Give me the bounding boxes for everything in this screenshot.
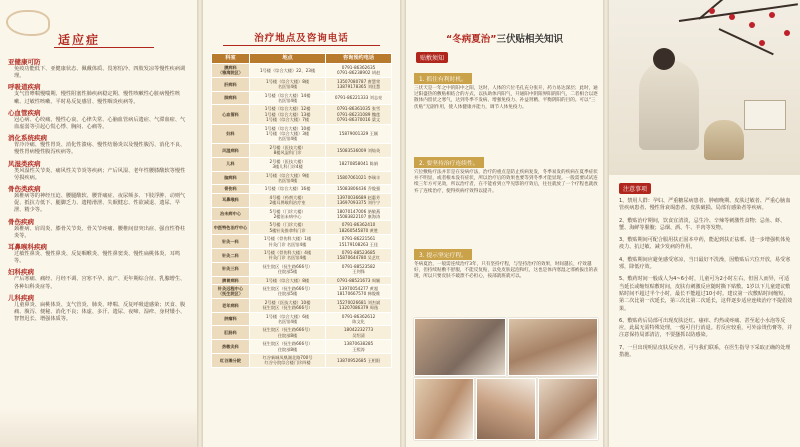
scroll-paper	[744, 100, 786, 130]
table-row	[212, 193, 392, 207]
indications-title: 适应症	[58, 33, 101, 47]
table-row	[212, 248, 392, 262]
table-row	[212, 77, 392, 91]
table-row	[212, 185, 392, 193]
knowledge-panel	[406, 0, 603, 447]
indication-text: 颈椎病等的神经压迫、腰腿酸软、腰背痛症、夜尿频多、下肢浮肿、动则气促、抵抗力低下、腿脚乏力、遗精滑泄、失眠健忘、性欲减退、遗尿、早泄、精少等。	[14, 193, 186, 214]
table-row	[212, 64, 392, 78]
table-header-row	[212, 54, 392, 64]
indication-heading: 心血管疾病	[8, 108, 41, 117]
plum-branch	[719, 28, 774, 55]
child-figure	[704, 120, 744, 160]
title-divider	[223, 45, 380, 46]
indication-heading: 呼吸道疾病	[8, 83, 41, 92]
indication-item	[8, 294, 190, 324]
dept-cell: 耳鼻喉科	[212, 193, 250, 207]
indication-heading: 耳鼻喉科疾病	[8, 243, 47, 252]
indication-heading: 儿科疾病	[8, 293, 34, 302]
table-row	[212, 157, 392, 171]
knowledge-section-2	[414, 150, 598, 195]
cloud-ornament-icon	[6, 10, 50, 36]
plum-blossom-icon	[709, 8, 715, 14]
place-cell: 1号楼（综合大楼）12楼 1号楼（综合大楼）13楼 1号楼（综合大楼）7楼	[250, 105, 326, 124]
locations-panel	[203, 0, 400, 447]
indication-text: 免疫功能低下、亚健康状态、佩戴体质、畏寒怕冷、四肢发凉等慢性疾病调理。	[14, 66, 186, 80]
title-divider	[54, 47, 154, 48]
table-row	[212, 235, 392, 249]
section-heading: 1. 抓住有利时机。	[414, 73, 472, 84]
dept-cell: 风湿病科	[212, 143, 250, 157]
precautions-panel	[609, 0, 800, 447]
ink-painting	[609, 0, 800, 175]
indication-item	[8, 83, 190, 105]
table-row	[212, 105, 392, 124]
header-dept: 科室	[212, 54, 250, 64]
precaution-note: 7、一旦出现明显皮肤反应者，可与我们联系，在医生指导下采取正确的处理措施。	[619, 344, 791, 359]
photo-patient	[414, 378, 474, 440]
place-cell: 1号楼（综合大楼）8楼 名医馆4楼	[250, 77, 326, 91]
plum-blossom-icon	[759, 40, 765, 46]
indication-text: 类风湿性关节炎、痛风性关节炎等疾病；产后风湿、老年性腰膝酸软等慢性劳损疾病。	[14, 167, 186, 181]
dept-cell: 儿科	[212, 157, 250, 171]
dept-cell: 中医特色治疗中心	[212, 221, 250, 235]
place-cell: 2号楼（医技大楼） 8楼风湿科门诊	[250, 143, 326, 157]
dept-cell: 老年病科	[212, 298, 250, 312]
place-cell: 1号楼（综合大楼）10楼 1号楼（综合大楼）3楼 名医馆4楼	[250, 124, 326, 143]
phone-cell: 15807061021 李瑞丰	[326, 171, 392, 185]
indication-text: 产后寒痛、痛经、月经不调、宫寒不孕、流产、更年期综合征、乳腺增生、各种妇科炎症等。	[14, 276, 186, 290]
place-cell: 抚生院区（抚生路666号） 住院部5楼	[250, 285, 326, 299]
phone-cell: 15083536009 刘灿英	[326, 143, 392, 157]
dept-cell: 肺病科	[212, 91, 250, 105]
place-cell: 抚生院区（抚生路666号） 住院部8楼	[250, 340, 326, 354]
dept-cell: 红谷滩分院	[212, 354, 250, 368]
plum-blossom-icon	[749, 22, 755, 28]
table-row	[212, 312, 392, 326]
phone-cell: 13870638285 王熙涛	[326, 340, 392, 354]
dept-cell: 脑病科	[212, 171, 250, 185]
table-row	[212, 354, 392, 368]
place-cell: 2号楼（医技大楼） 3楼儿科门诊4楼	[250, 157, 326, 171]
place-cell: 1号楼（综合大楼）9楼 名医馆4楼	[250, 171, 326, 185]
place-cell: 1号楼（综合大楼）6楼 名医馆4楼	[250, 312, 326, 326]
section-text: 冬病夏治，一般需连续治疗3年，只有坚持疗程，与坚持治疗的效果，时间越长，疗效越好，但持续贴敷不舒服，不能反复贴，以免皮肤起泡和红，这也是体内寒湿之邪被拔出的表现，所以只要皮肤不破溃不必担心，按部就班就可以。	[414, 262, 598, 280]
precautions-list	[619, 198, 793, 364]
header-phone: 咨询预约电话	[326, 54, 392, 64]
phone-cell: 0791-86362410 18260545870 黄胜	[326, 221, 392, 235]
dept-cell: 心血管科	[212, 105, 250, 124]
precaution-note: 1、禁用人群：孕妇、严重糖尿病患者、肿瘤晚期、皮肤过敏者、严重心脑血管疾病患者、慢性肾衰竭患者、皮肤破损、局部有感染者等疾病。	[619, 198, 791, 212]
indication-item	[8, 268, 190, 290]
dept-cell: 治未病中心	[212, 207, 250, 221]
precautions-badge: 注意事项	[619, 183, 651, 194]
place-cell: 1号楼（综合大楼）16楼	[250, 185, 326, 193]
flower-decoration	[0, 407, 197, 447]
phone-cell: 0791-88521673 周颖	[326, 276, 392, 284]
knowledge-section-3	[414, 242, 598, 281]
indication-heading: 妇科疾病	[8, 268, 34, 277]
indication-text: 儿童鼻炎、扁桃体炎、支气管炎、肺炎、哮喘、反复呼吸道感染；厌食、腹痛、腹泻、便秘、消化不良；体虚、多汗、遗尿、夜啼、湿疹、身材矮小、智智迟长、增强体质等。	[14, 301, 186, 323]
place-cell: 1号楼（骨伤科大楼）1楼 针灸门诊 名医馆4楼	[250, 235, 326, 249]
dept-cell: 针灸一科	[212, 235, 250, 249]
indication-heading: 消化系统疾病	[8, 134, 47, 143]
locations-table	[211, 53, 392, 368]
place-cell: 抚生院区（抚生路666号） 住院部5楼	[250, 262, 326, 276]
phone-cell: 0791-88523582 王剑锋	[326, 262, 392, 276]
photo-back-treatment	[508, 318, 598, 376]
phone-cell: 0791-86362612 陈文化	[326, 312, 392, 326]
section-text: 穴位敷贴疗法并非是在发病疗法，治疗的重点是防止疾病复发，冬季易发的疾病在夏季症状并不明显，或者根本没有症状，所以治疗后的效果也要等到冬季才能显现。一般需要试试连续三年方可见效，所以治疗者，在不能看到立竿见影的疗效后，往往就放了一个疗程也就放弃了连续治疗，使得疾病疗效得以提升。	[414, 170, 598, 194]
plum-blossom-icon	[729, 14, 735, 20]
treatment-photos	[414, 318, 598, 440]
phone-cell: 13970054277 黄超 18170667570 韩俊维	[326, 285, 392, 299]
section-text: 三伏天是一年之中的阳中之阳，这时，人体的穴位毛孔充分张开，药力易达深层；此时，通过阳盛热的敷贴相结合的方式，以扶助体内阳气，开通阳中阴阳界阳的阳气，二者相合以逐散体内留伏之寒气，达到冬季不发病、增强免疫力、补益肾精、平衡阴阳的目的。可以“三伏贴”无副作用，使人体健康并能力，调节人体免疫力。	[414, 86, 598, 110]
title-rest: 三伏贴相关知识	[496, 34, 563, 45]
indication-item	[8, 134, 190, 156]
indication-item	[8, 243, 190, 265]
precaution-note: 3、敷贴期间可配合服用扶正固本中药，能起到扶正祛邪、进一步增强机体免疫力、抗过敏、减少发病的作用。	[619, 237, 791, 251]
indication-text: 过敏性鼻炎、慢性鼻炎、反复咽喉炎、慢性鼻窦炎、慢性扁桃体炎、耳鸣等。	[14, 251, 181, 265]
indication-heading: 骨伤类疾病	[8, 185, 41, 194]
indication-item	[8, 109, 190, 131]
phone-cell: 18070147006 骆敏燕 15083822107 康海涛	[326, 207, 392, 221]
place-cell: 1号楼（综合大楼）14楼 名医馆4楼	[250, 91, 326, 105]
section-heading: 2. 要坚持治疗连续性。	[414, 157, 484, 168]
table-row	[212, 143, 392, 157]
phone-cell: 15083806436 乔俊强	[326, 185, 392, 193]
scholar-figure	[639, 60, 699, 150]
phone-cell: 13970036689 赵惠芳 13697093375 刘丹宁	[326, 193, 392, 207]
table-row	[212, 262, 392, 276]
phone-cell: 15270026681 刘杰斌 13207086379 周逸	[326, 298, 392, 312]
table-row	[212, 340, 392, 354]
plum-blossom-icon	[784, 30, 790, 36]
phone-cell: 13507080787 唐慧荣 13879178365 刘佳慧	[326, 77, 392, 91]
place-cell: 抚生院区（抚生路666号） 住院部8楼	[250, 326, 326, 340]
phone-cell: 18042232773 吴绍清	[326, 326, 392, 340]
phone-cell: 18270858041 陈娟	[326, 157, 392, 171]
photo-plaster	[476, 378, 536, 440]
phone-cell: 13870952685 王相阳	[326, 354, 392, 368]
dept-cell: 针灸远程中心 （抚生院区）	[212, 285, 250, 299]
phone-cell: 0791-86361035 张雪 0791-86231089 魏莲 0791-86370016 梁文	[326, 105, 392, 124]
indications-panel	[0, 0, 197, 447]
table-row	[212, 207, 392, 221]
photo-crowd	[414, 318, 506, 376]
locations-title: 治疗地点及咨询电话	[254, 33, 349, 44]
phone-cell: 0791-86221561 15179108263 王佳	[326, 235, 392, 249]
header-place: 地点	[250, 54, 326, 64]
indication-text: 胃冷冷痛、慢性胃炎、消化性溃疡、慢性结肠炎以及慢性腹泻、消化不良、慢性胃病慢性腹泻疾病等。	[14, 142, 186, 156]
table-row	[212, 326, 392, 340]
place-cell: 2号楼（医技大楼）10楼 抚生院区（抚生路666号）	[250, 298, 326, 312]
plum-blossom-icon	[769, 12, 775, 18]
dept-cell: 肛肠科	[212, 326, 250, 340]
indication-list	[8, 58, 190, 326]
indication-item	[8, 218, 190, 240]
dept-cell: 肿瘤科	[212, 312, 250, 326]
dept-cell: 针灸三科	[212, 262, 250, 276]
place-cell: 5号楼（门诊大楼） 2楼治未病中心	[250, 207, 326, 221]
notice-badge: 贴敷须知	[416, 52, 448, 63]
table-row	[212, 171, 392, 185]
dept-cell: 膜病科 （雅湾院区）	[212, 64, 250, 78]
place-cell: 4号楼（药剂大楼） 2楼耳鼻喉科治疗室	[250, 193, 326, 207]
knowledge-title	[406, 31, 603, 45]
table-row	[212, 91, 392, 105]
dept-cell: 针灸二科	[212, 248, 250, 262]
indication-item	[8, 58, 190, 80]
indication-text: 冠心病、心绞痛、慢性心衰、心律失常、心脑血管病后遗症、气滞血瘀、气血虚弱等引起心慌心悸、胸闷、心痛等。	[14, 116, 186, 131]
photo-application	[538, 378, 598, 440]
dept-cell: 脾胃病科	[212, 276, 250, 284]
table-row	[212, 276, 392, 284]
indication-item	[8, 185, 190, 215]
title-highlight: “冬病夏治”	[445, 34, 497, 45]
place-cell: 红谷新城凤凰湖北路700号 红谷分院综合楼门诊四楼	[250, 354, 326, 368]
dept-cell: 骨伤科	[212, 185, 250, 193]
section-heading: 3. 提示坚定疗程。	[414, 249, 472, 260]
place-cell: 1号楼（综合大楼）22、23楼	[250, 64, 326, 78]
scholar-head	[653, 48, 675, 70]
table-row	[212, 124, 392, 143]
phone-cell: 15879001329 王颖	[326, 124, 392, 143]
indication-heading: 亚健康可防	[8, 58, 41, 66]
table-row	[212, 285, 392, 299]
table-row	[212, 298, 392, 312]
indication-heading: 风湿类疾病	[8, 159, 41, 168]
dept-cell: 肝病科	[212, 77, 250, 91]
precaution-note: 4、敷贴期间应避免感受寒凉，当日最好不洗澡，因敷贴后穴位开放，易受寒邪，降低疗效。	[619, 256, 791, 271]
precaution-note: 5、敷药时间一般成人为4~6小时，儿童可为2小时左右，但因人而异，可适当延长或缩短贴敷时间，皮肤有刺激反应随时撕下贴敷。1岁以下儿童建议敷贴时间不超过半个小时，最长不能超过10小时。建议第一次敷贴时间缩短，第二次比第一次延长，第三次比第二次延长，这样逐步适应连续治疗不提倡效果。	[619, 276, 793, 312]
place-cell: 1号楼（骨伤科大楼）4楼 针灸门诊 名医馆4楼	[250, 248, 326, 262]
precaution-note: 2、敷贴治疗期间，饮食宜清淡，忌生冷、辛辣等刺激性食物；忌鱼、虾、蟹、海鲜等腥膻；忌烟、酒、牛、羊肉等发物。	[619, 217, 786, 231]
precaution-note: 6、敷贴药后局部可出现皮肤泛红、瘙痒、灼热或疼痛、甚至起小水泡等反应，此属无需特殊处理，一般可自行消退。若反应较重，可外涂烫伤膏等，并注意保持局部清洁，不要搔抓以防感染。	[619, 317, 793, 339]
place-cell: 1号楼（综合大楼）8楼	[250, 276, 326, 284]
indication-text: 颈椎病、肩周炎、膝骨关节炎、骨关节疼痛、腰椎间盘突出症、强直性脊柱炎等。	[14, 225, 186, 239]
knowledge-section-1	[414, 66, 598, 111]
table-row	[212, 221, 392, 235]
indication-heading: 骨伤疾病	[8, 217, 34, 226]
phone-cell: 0791-88523685 15870644780 吴艺红	[326, 248, 392, 262]
indication-item	[8, 160, 190, 182]
phone-cell: 0791-86221333 刘志亮	[326, 91, 392, 105]
dept-cell: 妇科	[212, 124, 250, 143]
indication-text: 支气管哮喘慢喘期、慢性阻塞性肺疾病稳定期、慢性咳嗽性心脏病慢性咳嗽、过敏性咳嗽、平时易反复感冒、慢性咽炎疾病等。	[14, 91, 181, 105]
place-cell: 5号楼（门诊大楼） 5楼针灸推拿科门诊	[250, 221, 326, 235]
dept-cell: 热敏灸科	[212, 340, 250, 354]
plum-branch	[679, 3, 798, 22]
phone-cell: 0791-86362635 0791-86238902 胡赵	[326, 64, 392, 78]
